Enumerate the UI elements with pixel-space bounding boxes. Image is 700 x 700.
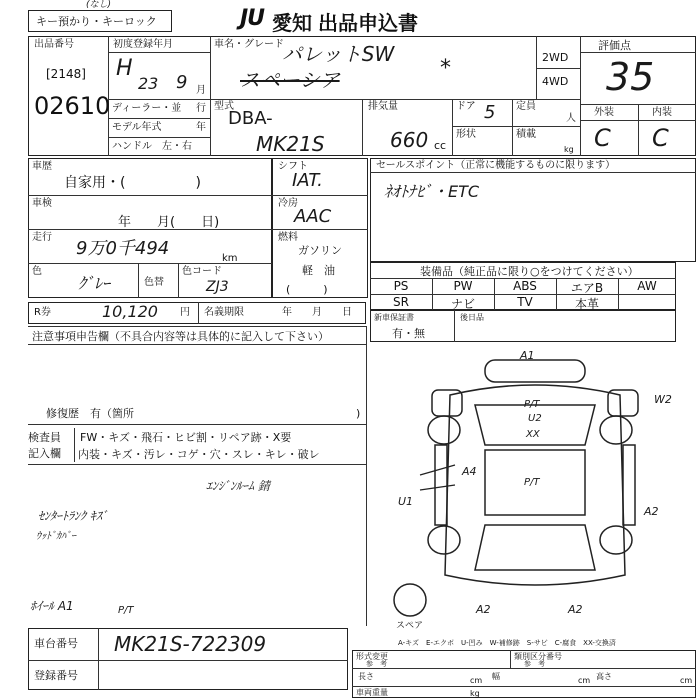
first-reg-label: 初度登録年月 bbox=[113, 39, 173, 50]
name-mark: * bbox=[440, 56, 451, 81]
weight-label: 車両重量 bbox=[356, 688, 388, 697]
height-label: 高さ bbox=[596, 672, 612, 681]
divider bbox=[352, 686, 696, 687]
ext-value: C bbox=[594, 124, 611, 152]
first-reg-year: 23 bbox=[138, 74, 159, 93]
divider bbox=[510, 650, 511, 668]
month-unit: 月 bbox=[196, 85, 206, 96]
cap-label: 定員 bbox=[516, 101, 536, 112]
divider bbox=[28, 660, 348, 661]
rating-value: 35 bbox=[606, 55, 655, 99]
divider bbox=[362, 99, 363, 156]
inspector-label: 検査員 bbox=[28, 431, 61, 444]
mark-pt-1: P/T bbox=[524, 399, 540, 410]
recolor-label: 色替 bbox=[144, 277, 164, 288]
divider bbox=[512, 99, 513, 156]
hand-note-2: ｾﾝﾀｰﾄﾗﾝｸ ｷｽﾞ bbox=[38, 509, 108, 523]
history-label: 車歴 bbox=[32, 161, 52, 172]
class-label: 類別区分番号 bbox=[514, 652, 562, 661]
hand-note-3: ｳｯﾄﾞｶﾊﾞｰ bbox=[36, 531, 76, 542]
fuel-label: 燃料 bbox=[278, 232, 298, 243]
disp-unit: cc bbox=[434, 139, 447, 152]
mark-u2: U2 bbox=[528, 413, 542, 424]
load-unit: kg bbox=[564, 145, 574, 154]
divider bbox=[272, 195, 368, 196]
mileage-label: 走行 bbox=[32, 232, 52, 243]
width-unit: cm bbox=[578, 676, 591, 685]
modify-sub: 参 考 bbox=[366, 660, 387, 668]
chassis-value: MK21S-722309 bbox=[114, 632, 267, 656]
lot-label: 出品番号 bbox=[34, 39, 74, 50]
equip-leather: 本革 bbox=[574, 297, 599, 311]
load-label: 積載 bbox=[516, 129, 536, 140]
fuel-gas: ガソリン bbox=[298, 244, 342, 257]
notes-label: 注意事項申告欄（不具合内容等は具体的に記入して下さい） bbox=[32, 330, 329, 343]
divider bbox=[210, 36, 211, 156]
door-value: 5 bbox=[484, 102, 496, 123]
divider bbox=[74, 428, 75, 462]
history-value: 自家用・( ) bbox=[64, 175, 201, 191]
warranty-value: 有・無 bbox=[392, 327, 425, 340]
divider bbox=[580, 36, 581, 156]
shaken-value: 年 月( 日) bbox=[118, 215, 220, 230]
color-code-value: ZJ3 bbox=[206, 279, 229, 295]
model-year-suffix: 年 bbox=[196, 122, 206, 133]
mark-a1-top: A1 bbox=[520, 349, 535, 362]
ext-label: 外装 bbox=[594, 107, 614, 118]
shaken-label: 車検 bbox=[32, 198, 52, 209]
logo-text: JU bbox=[240, 6, 265, 31]
check-row-2: 内装・キズ・汚レ・コゲ・穴・スレ・キレ・破レ bbox=[78, 448, 320, 461]
divider bbox=[28, 195, 272, 196]
shift-value: IAT. bbox=[292, 170, 323, 191]
disp-value: 660 bbox=[390, 128, 429, 152]
divider bbox=[370, 172, 696, 173]
color-label: 色 bbox=[32, 266, 42, 277]
divider bbox=[108, 99, 580, 100]
equip-ps: PS bbox=[393, 279, 409, 293]
lot-number: 02610 bbox=[34, 92, 111, 120]
mark-a2-bottom-right: A2 bbox=[568, 603, 583, 616]
mark-a2-bottom-left: A2 bbox=[476, 603, 491, 616]
divider bbox=[454, 310, 455, 342]
int-value: C bbox=[652, 124, 669, 152]
disp-label: 排気量 bbox=[368, 101, 398, 112]
later-label: 後日品 bbox=[460, 313, 484, 322]
equip-pw: PW bbox=[453, 279, 473, 293]
divider bbox=[28, 424, 366, 425]
type-value: DBA- bbox=[228, 108, 273, 129]
divider bbox=[108, 118, 210, 119]
mark-w2: W2 bbox=[654, 393, 672, 406]
equip-airbag: エアB bbox=[570, 281, 604, 295]
first-reg-month: 9 bbox=[176, 72, 188, 93]
mark-a2-right: A2 bbox=[644, 505, 659, 518]
meigi-value: 年 月 日 bbox=[282, 307, 352, 318]
fuel-other: ( ) bbox=[286, 283, 328, 296]
hand-note-1: ｴﾝｼﾞﾝﾙｰﾑ 錆 bbox=[206, 479, 270, 493]
divider bbox=[452, 126, 580, 127]
handle-label: ハンドル 左・右 bbox=[112, 141, 192, 152]
dealer-suffix: 行 bbox=[196, 103, 206, 114]
dealer-label: ディーラー・並 bbox=[112, 103, 182, 114]
name-struck: スペーシア bbox=[240, 68, 340, 92]
cap-unit: 人 bbox=[566, 113, 576, 124]
divider bbox=[138, 263, 139, 298]
divider bbox=[638, 104, 639, 156]
page-title: 出品申込書 bbox=[318, 11, 418, 35]
int-label: 内装 bbox=[652, 107, 672, 118]
sales-frame bbox=[370, 158, 696, 262]
divider bbox=[272, 229, 368, 230]
title-org: 愛知 bbox=[272, 11, 312, 35]
shift-label: シフト bbox=[278, 161, 308, 172]
chassis-label: 車台番号 bbox=[34, 637, 78, 650]
shape-label: 形状 bbox=[456, 129, 476, 140]
equip-aw: AW bbox=[637, 279, 657, 293]
damage-legend: A-キズ E-エクボ U-凹み W-補修跡 S-サビ C-腐食 XX-交換済 bbox=[398, 639, 616, 647]
spare-label: スペア bbox=[396, 621, 424, 631]
equip-abs: ABS bbox=[513, 279, 537, 293]
divider bbox=[28, 344, 366, 345]
type-value2: MK21S bbox=[256, 132, 325, 156]
lot-sub: [2148] bbox=[46, 67, 86, 81]
type-label: 型式 bbox=[214, 101, 234, 112]
equipment-title: 装備品（純正品に限り○をつけてください） bbox=[420, 265, 639, 278]
divider bbox=[580, 52, 696, 53]
rating-label: 評価点 bbox=[598, 39, 631, 52]
divider bbox=[98, 628, 99, 690]
key-tab-label: キー預かり・キーロック bbox=[36, 15, 157, 28]
equip-navi: ナビ bbox=[450, 297, 475, 311]
equip-sr: SR bbox=[393, 295, 409, 309]
meigi-label: 名義期限 bbox=[204, 307, 244, 318]
divider bbox=[108, 137, 210, 138]
reg-label: 登録番号 bbox=[34, 669, 78, 682]
length-unit: cm bbox=[470, 676, 483, 685]
r-unit: 円 bbox=[180, 307, 190, 318]
model-year-label: モデル年式 bbox=[112, 122, 162, 133]
key-note: (なし) bbox=[86, 0, 112, 10]
divider bbox=[352, 668, 696, 669]
length-label: 長さ bbox=[358, 672, 374, 681]
mileage-unit: km bbox=[222, 253, 238, 264]
equip-tv: TV bbox=[517, 295, 533, 309]
wd4-option: 4WD bbox=[542, 75, 569, 88]
r-label: R券 bbox=[34, 307, 51, 318]
mark-u1: U1 bbox=[398, 495, 414, 508]
mark-xx: XX bbox=[526, 429, 540, 440]
modify-label: 形式変更 bbox=[356, 652, 388, 661]
ju-logo bbox=[240, 6, 264, 31]
divider bbox=[366, 326, 367, 626]
divider bbox=[452, 99, 453, 156]
height-unit: cm bbox=[680, 676, 693, 685]
color-code-label: 色コード bbox=[182, 266, 222, 277]
divider bbox=[28, 326, 366, 327]
check-row-1: FW・キズ・飛石・ヒビ割・リペア跡・X要 bbox=[80, 431, 292, 444]
wd2-option: 2WD bbox=[542, 51, 569, 64]
name-value: パレットSW bbox=[282, 42, 395, 66]
first-reg-era: H bbox=[116, 56, 133, 81]
repair-label: 修復歴 有（箇所 bbox=[46, 407, 134, 420]
fuel-diesel: 軽 油 bbox=[302, 264, 335, 277]
divider bbox=[108, 52, 210, 53]
repair-close: ) bbox=[356, 407, 361, 420]
warranty-label: 新車保証書 bbox=[374, 313, 414, 322]
hand-note-4: ﾎｲｰﾙ A1 bbox=[30, 599, 74, 613]
divider bbox=[178, 263, 179, 298]
divider bbox=[198, 302, 199, 324]
ac-label: 冷房 bbox=[278, 198, 298, 209]
mark-pt-3: P/T bbox=[118, 605, 134, 616]
ac-value: AAC bbox=[294, 206, 332, 227]
width-label: 幅 bbox=[492, 672, 500, 681]
mileage-value: 9万0千494 bbox=[76, 238, 170, 259]
sales-value: ﾈｵﾄﾅﾋﾞ・ETC bbox=[384, 182, 480, 201]
name-label: 車名・グレード bbox=[214, 39, 284, 50]
door-label: ドア bbox=[456, 101, 476, 112]
weight-unit: kg bbox=[470, 689, 480, 698]
entry-label: 記入欄 bbox=[28, 447, 61, 460]
color-value: ｸﾞﾚｰ bbox=[78, 274, 111, 293]
sales-label: セールスポイント（正常に機能するものに限ります） bbox=[376, 160, 616, 171]
mark-pt-2: P/T bbox=[524, 477, 540, 488]
r-value: 10,120 bbox=[102, 302, 158, 321]
divider bbox=[28, 464, 366, 465]
mark-a4: A4 bbox=[462, 465, 477, 478]
class-sub: 参 考 bbox=[524, 660, 545, 668]
divider bbox=[536, 68, 580, 69]
